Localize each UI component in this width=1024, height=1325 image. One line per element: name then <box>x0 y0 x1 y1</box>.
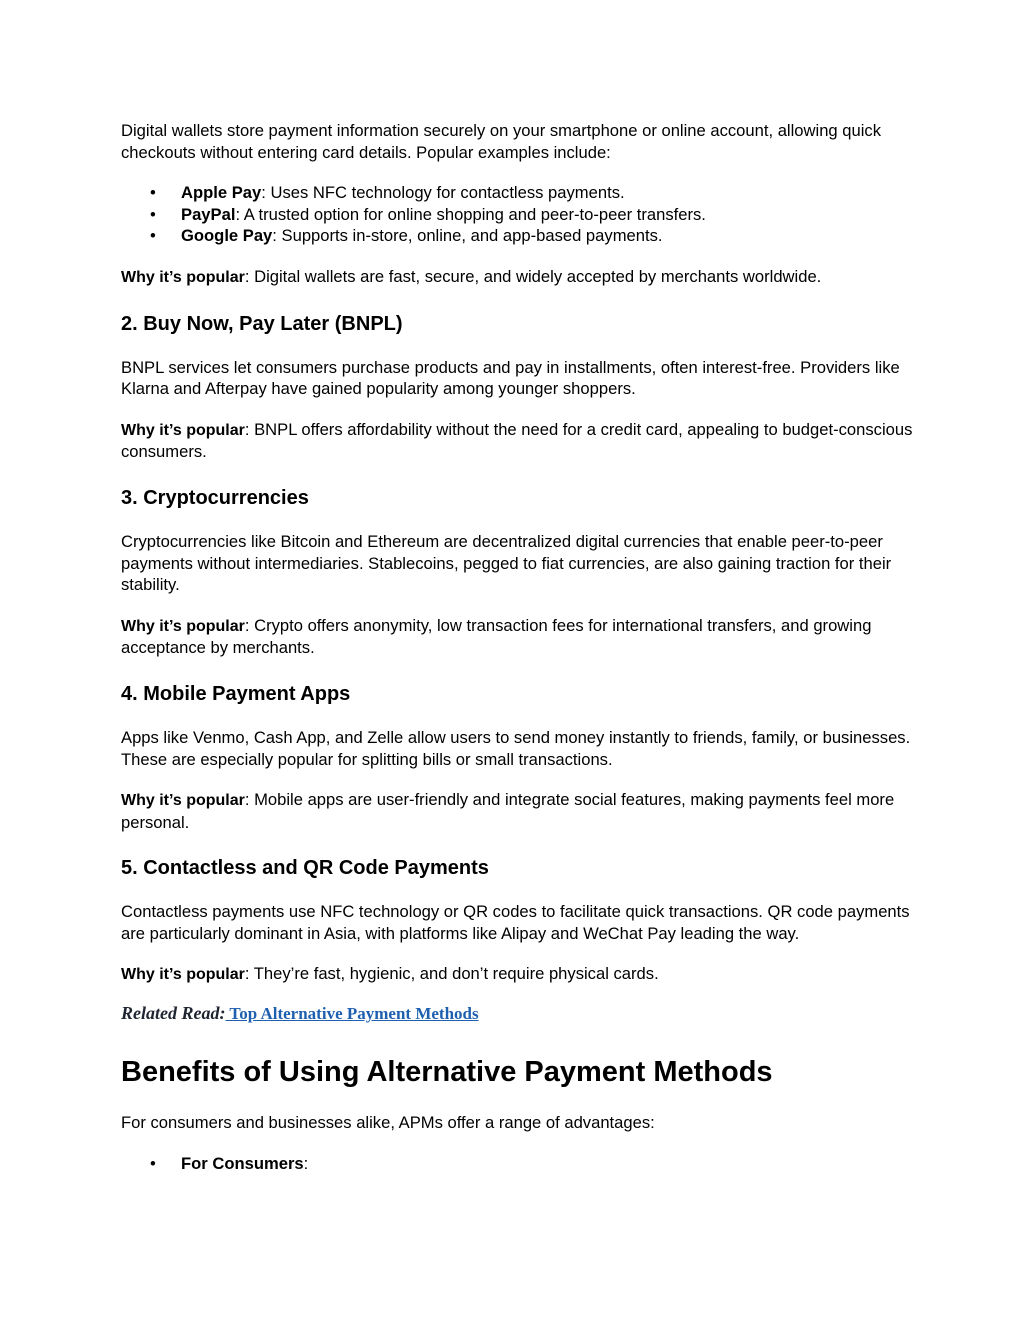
why-popular-label: Why it’s popular <box>121 792 245 810</box>
related-read-label: Related Read: <box>121 1003 226 1024</box>
intro-paragraph: Digital wallets store payment information securely on your smartphone or online account, allowing quick checkouts without entering card details. Popular examples include: <box>121 121 882 162</box>
why-popular-bnpl <box>121 419 921 463</box>
why-popular-text: : BNPL offers affordability without the need for a credit card, appealing to budget-conscious consumers. <box>121 419 913 462</box>
section-body-contactless: Contactless payments use NFC technology or QR codes to facilitate quick transactions. QR code payments are particularly dominant in Asia, with platforms like Alipay and WeChat Pay leading the way. <box>121 902 910 943</box>
why-popular-label: Why it’s popular <box>121 966 245 984</box>
related-read-link[interactable]: Top Alternative Payment Methods <box>225 1004 479 1024</box>
why-popular-label: Why it’s popular <box>121 617 245 635</box>
why-popular-text: : They’re fast, hygienic, and don’t require physical cards. <box>244 964 659 984</box>
section-heading-contactless: 5. Contactless and QR Code Payments <box>121 857 489 880</box>
why-popular-label: Why it’s popular <box>121 268 245 286</box>
why-popular-wallets <box>121 266 921 289</box>
why-popular-crypto <box>121 615 921 659</box>
why-popular-label: Why it’s popular <box>121 421 245 439</box>
list-item <box>121 225 921 247</box>
wallet-examples-list <box>121 182 921 247</box>
benefits-intro: For consumers and businesses alike, APMs offer a range of advantages: <box>121 1113 655 1133</box>
bullet-icon: • <box>150 1153 156 1173</box>
section-heading-crypto: 3. Cryptocurrencies <box>121 486 309 509</box>
why-popular-mobile-apps <box>121 789 921 833</box>
list-item <box>121 204 921 226</box>
list-item-term: For Consumers <box>181 1153 304 1173</box>
list-item-term: Google Pay <box>181 226 273 246</box>
why-popular-text: : Mobile apps are user-friendly and integrate social features, making payments feel more personal. <box>121 790 895 832</box>
list-item <box>121 182 921 204</box>
bullet-icon: • <box>150 226 156 246</box>
list-item-desc: : <box>303 1153 309 1173</box>
bullet-icon: • <box>150 183 156 203</box>
why-popular-text: : Digital wallets are fast, secure, and widely accepted by merchants worldwide. <box>244 266 822 286</box>
section-body-bnpl: BNPL services let consumers purchase products and pay in installments, often interest-free. Providers like Klarna and Afterpay have gained popularity among younger shoppers. <box>121 357 900 399</box>
list-item-desc: : A trusted option for online shopping and peer-to-peer transfers. <box>235 204 706 224</box>
list-item-term: PayPal <box>181 204 236 224</box>
related-read <box>121 1001 921 1026</box>
list-item-term: Apple Pay <box>181 183 262 203</box>
section-body-crypto: Cryptocurrencies like Bitcoin and Ethereum are decentralized digital currencies that enable peer-to-peer payments without intermediaries. Stablecoins, pegged to fiat currencies, are also gaining traction for their stability. <box>121 531 892 595</box>
why-popular-text: : Crypto offers anonymity, low transaction fees for international transfers, and growing acceptance by merchants. <box>121 615 872 658</box>
why-popular-contactless <box>121 963 921 986</box>
section-heading-bnpl: 2. Buy Now, Pay Later (BNPL) <box>121 312 403 335</box>
benefits-list <box>121 1153 921 1175</box>
list-item-desc: : Supports in-store, online, and app-based payments. <box>272 226 663 246</box>
list-item-desc: : Uses NFC technology for contactless payments. <box>261 183 625 203</box>
section-body-mobile-apps: Apps like Venmo, Cash App, and Zelle allow users to send money instantly to friends, family, or businesses. These are especially popular for splitting bills or small transactions. <box>121 727 911 769</box>
bullet-icon: • <box>150 204 156 224</box>
document-page <box>121 120 921 1193</box>
benefits-heading: Benefits of Using Alternative Payment Methods <box>121 1056 773 1089</box>
list-item <box>121 1153 921 1175</box>
section-heading-mobile-apps: 4. Mobile Payment Apps <box>121 682 351 705</box>
